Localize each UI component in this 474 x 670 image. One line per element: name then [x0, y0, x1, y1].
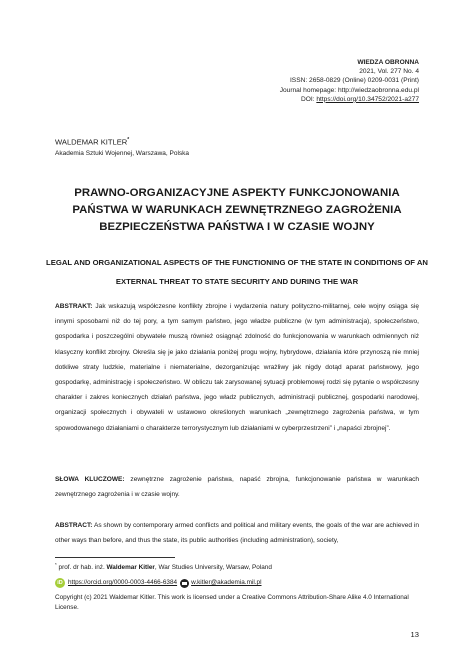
footnote-degree: prof. dr hab. inż. — [56, 564, 107, 572]
footnote-contacts — [55, 578, 262, 588]
author-affiliation: Akademia Sztuki Wojennej, Warszawa, Polska — [55, 150, 190, 157]
journal-issn: ISSN: 2658-0829 (Online) 0209-0031 (Print) — [289, 77, 419, 85]
abstract-polish — [55, 299, 419, 436]
abstract-english — [55, 518, 419, 548]
abstract-en-text: As shown by contemporary armed conflicts and political and military events, the goals of the war are achieved in other ways than before, and thus the state, its public authorities (including administration), society, — [55, 522, 419, 545]
doi-prefix: DOI: — [300, 95, 317, 103]
footnote-affiliation: , War Studies University, Warsaw, Poland — [154, 564, 272, 572]
keywords-polish — [55, 472, 419, 502]
author-name — [55, 137, 129, 147]
journal-header — [280, 58, 419, 104]
doi-link[interactable]: https://doi.org/10.34752/2021-a277 — [316, 95, 419, 103]
article-title-polish: PRAWNO-ORGANIZACYJNE ASPEKTY FUNKCJONOWANIA PAŃSTWA W WARUNKACH ZEWNĘTRZNEGO ZAGROŻENIA BEZPIECZEŃSTWA PAŃSTWA I W CZASIE WOJNY — [72, 187, 402, 233]
journal-volume: 2021, Vol. 277 No. 4 — [359, 68, 419, 76]
author-name-text: WALDEMAR KITLER — [55, 137, 128, 147]
journal-doi — [280, 95, 419, 104]
footnote-author — [55, 560, 272, 573]
keywords-label: SŁOWA KLUCZOWE: — [55, 476, 125, 483]
footnote-name: Waldemar Kitler — [106, 564, 155, 572]
email-icon — [180, 579, 189, 588]
journal-homepage[interactable]: Journal homepage: http://wiedzaobronna.edu.pl — [279, 86, 419, 94]
orcid-link[interactable]: https://orcid.org/0000-0003-4466-6384 — [68, 579, 178, 586]
abstract-label: ABSTRAKT: — [55, 303, 93, 310]
abstract-text: Jak wskazują współczesne konflikty zbrojne i wydarzenia natury polityczno-militarnej, cele wojny osiąga się innymi sposobami niż do tej pory, a tym samym państwo, jego władze publiczne (w tym administracja), społeczeństwo, gospodarka i poszczególni obywatele muszą również osiągnąć zdolność do funkcjonowania w warunkach odmiennych niż klasyczny konflikt zbrojny. Określa się je jako działania poniżej progu wojny, hybrydowe, działania które przynoszą nie mniej dotkliwe straty ludzkie, materialne i niematerialne, dezorganizując wrażliwy jak nigdy dotąd aparat państwowy, jego gospodarkę, administrację i społeczeństwo. W obliczu tak zarysowanej sytuacji problemowej rodzi się pytanie o współczesny charakter i zakres koniecznych działań państwa, jego władz publicznych, administracji publicznej, gospodarki narodowej, organizacji społecznych i obywateli w ustawowo określonych warunkach „zewnętrznego zagrożenia państwa, w tym spowodowanego działaniami o charakterze terrorystycznym lub działaniami w cyberprzestrzeni” i „napaści zbrojnej”. — [55, 303, 419, 432]
orcid-icon: iD — [55, 578, 65, 588]
footnote-divider — [55, 557, 175, 558]
copyright-notice: Copyright (c) 2021 Waldemar Kitler. This work is licensed under a Creative Commons Attribution-Share Alike 4.0 International License. — [55, 594, 409, 611]
abstract-en-label: ABSTRACT: — [55, 522, 93, 529]
author-footnote-mark: * — [127, 137, 130, 143]
footnote-mark: * — [55, 562, 57, 567]
article-title-english: LEGAL AND ORGANIZATIONAL ASPECTS OF THE FUNCTIONING OF THE STATE IN CONDITIONS OF AN EXTERNAL THREAT TO STATE SECURITY AND DURING THE WAR — [46, 258, 428, 286]
keywords-text: zewnętrzne zagrożenie państwa, napaść zbrojna, funkcjonowanie państwa w warunkach zewnętrznego zagrożenia i w czasie wojny. — [55, 476, 419, 499]
page-number: 13 — [410, 630, 419, 639]
email-link[interactable]: w.kitler@akademia.mil.pl — [191, 579, 262, 586]
journal-name: WIEDZA OBRONNA — [357, 59, 419, 66]
